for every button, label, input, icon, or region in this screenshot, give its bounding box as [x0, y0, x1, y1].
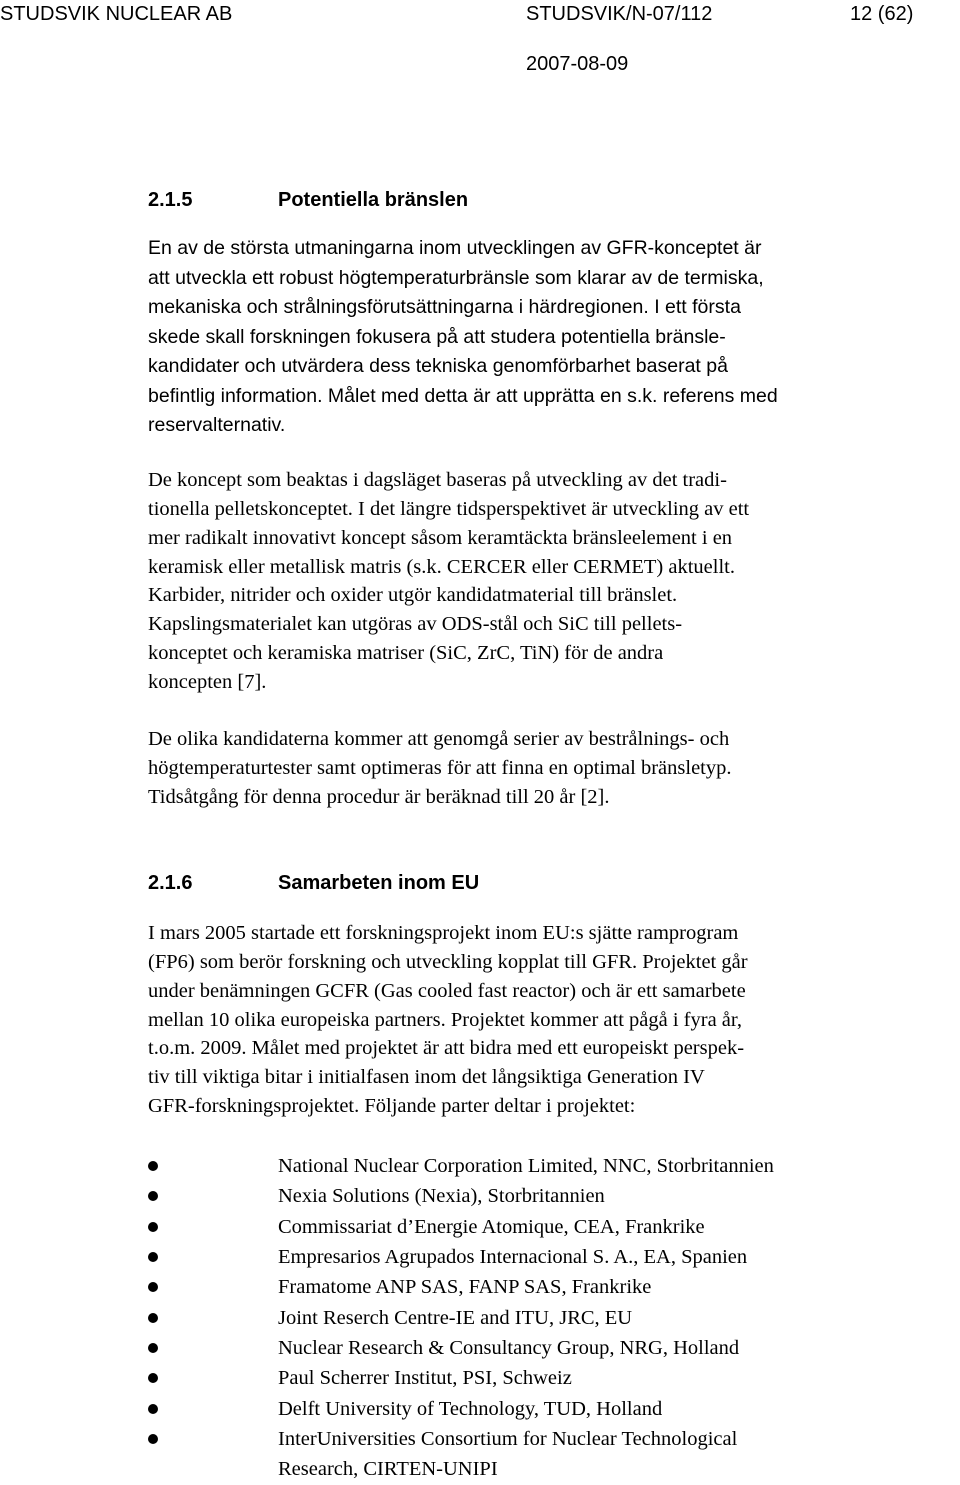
section-title: Potentiella bränslen	[278, 189, 469, 211]
bullet-icon	[148, 1191, 158, 1201]
list-item: Delft University of Technology, TUD, Holland	[148, 1394, 888, 1424]
text-line: De olika kandidaterna kommer att genomgå serier av bestrålnings- och	[148, 728, 730, 750]
bullet-icon	[148, 1373, 158, 1383]
text-line: mellan 10 olika europeiska partners. Projektet kommer att pågå i fyra år,	[148, 1008, 743, 1031]
header-company: STUDSVIK NUCLEAR AB	[0, 3, 233, 25]
list-item: Paul Scherrer Institut, PSI, Schweiz	[148, 1363, 888, 1393]
text-line: tiv till viktiga bitar i initialfasen inom det långsiktiga Generation IV	[148, 1066, 705, 1089]
text-line: t.o.m. 2009. Målet med projektet är att bidra med ett europeiskt perspek-	[148, 1037, 745, 1060]
text-line: att utveckla ett robust högtemperaturbränsle som klarar av de termiska,	[148, 266, 764, 289]
section-number: 2.1.5	[148, 189, 193, 211]
text-line: högtemperaturtester samt optimeras för att finna en optimal bränsletyp.	[148, 756, 732, 779]
bullet-icon	[148, 1343, 158, 1353]
section-heading-2-1-5	[148, 188, 468, 212]
paragraph-fuel-challenges	[148, 234, 878, 441]
text-line: koncepten [7].	[148, 670, 267, 693]
text-line: Tidsåtgång för denna procedur är beräknad till 20 år [2].	[148, 785, 610, 808]
text-line: under benämningen GCFR (Gas cooled fast reactor) och är ett samarbete	[148, 979, 746, 1002]
bullet-icon	[148, 1434, 158, 1444]
list-item: Empresarios Agrupados Internacional S. A., EA, Spanien	[148, 1242, 888, 1272]
text-line: mer radikalt innovativt koncept såsom keramtäckta bränsleelement i en	[148, 526, 733, 549]
list-item: InterUniversities Consortium for Nuclear Technological Research, CIRTEN-UNIPI	[148, 1424, 888, 1485]
section-number: 2.1.6	[148, 872, 193, 894]
text-line: kandidater och utvärdera dess tekniska genomförbarhet baserat på	[148, 355, 728, 377]
paragraph-concepts	[148, 466, 878, 697]
list-item: Framatome ANP SAS, FANP SAS, Frankrike	[148, 1272, 888, 1302]
header-date: 2007-08-09	[526, 53, 629, 75]
text-line: skede skall forskningen fokusera på att studera potentiella bränsle-	[148, 325, 726, 348]
partner-list	[148, 1151, 888, 1485]
header-doc-id: STUDSVIK/N-07/112	[526, 3, 713, 25]
text-line: GFR-forskningsprojektet. Följande parter deltar i projektet:	[148, 1095, 636, 1118]
text-line: befintlig information. Målet med detta är att upprätta en s.k. referens med	[148, 384, 778, 407]
paragraph-eu-project	[148, 919, 878, 1121]
bullet-icon	[148, 1313, 158, 1323]
text-line: tionella pelletskonceptet. I det längre tidsperspektivet är utveckling av ett	[148, 497, 750, 520]
list-item: Joint Reserch Centre-IE and ITU, JRC, EU	[148, 1303, 888, 1333]
bullet-icon	[148, 1252, 158, 1262]
text-line: (FP6) som berör forskning och utveckling kopplat till GFR. Projektet går	[148, 950, 748, 973]
header-page-number: 12 (62)	[850, 3, 914, 25]
bullet-icon	[148, 1404, 158, 1414]
text-line: De koncept som beaktas i dagsläget baseras på utveckling av det tradi-	[148, 469, 727, 491]
text-line: Karbider, nitrider och oxider utgör kandidatmaterial till bränslet.	[148, 584, 678, 607]
text-line: keramisk eller metallisk matris (s.k. CERCER eller CERMET) aktuellt.	[148, 555, 735, 578]
text-line: mekaniska och strålningsförutsättningarna i härdregionen. I ett första	[148, 296, 741, 318]
text-line: Kapslingsmaterialet kan utgöras av ODS-stål och SiC till pellets-	[148, 613, 683, 636]
text-line: konceptet och keramiska matriser (SiC, ZrC, TiN) för de andra	[148, 642, 664, 665]
text-line: I mars 2005 startade ett forskningsprojekt inom EU:s sjätte ramprogram	[148, 922, 739, 944]
section-heading-2-1-6	[148, 871, 479, 895]
bullet-icon	[148, 1282, 158, 1292]
text-line: En av de största utmaningarna inom utvecklingen av GFR-konceptet är	[148, 237, 762, 259]
paragraph-candidates	[148, 725, 878, 812]
list-item: Commissariat d’Energie Atomique, CEA, Frankrike	[148, 1212, 888, 1242]
text-line: reservalternativ.	[148, 414, 286, 436]
section-title: Samarbeten inom EU	[278, 872, 480, 894]
list-item: Nexia Solutions (Nexia), Storbritannien	[148, 1181, 888, 1211]
bullet-icon	[148, 1222, 158, 1232]
list-item: Nuclear Research & Consultancy Group, NRG, Holland	[148, 1333, 888, 1363]
bullet-icon	[148, 1161, 158, 1171]
list-item: National Nuclear Corporation Limited, NNC, Storbritannien	[148, 1151, 888, 1181]
